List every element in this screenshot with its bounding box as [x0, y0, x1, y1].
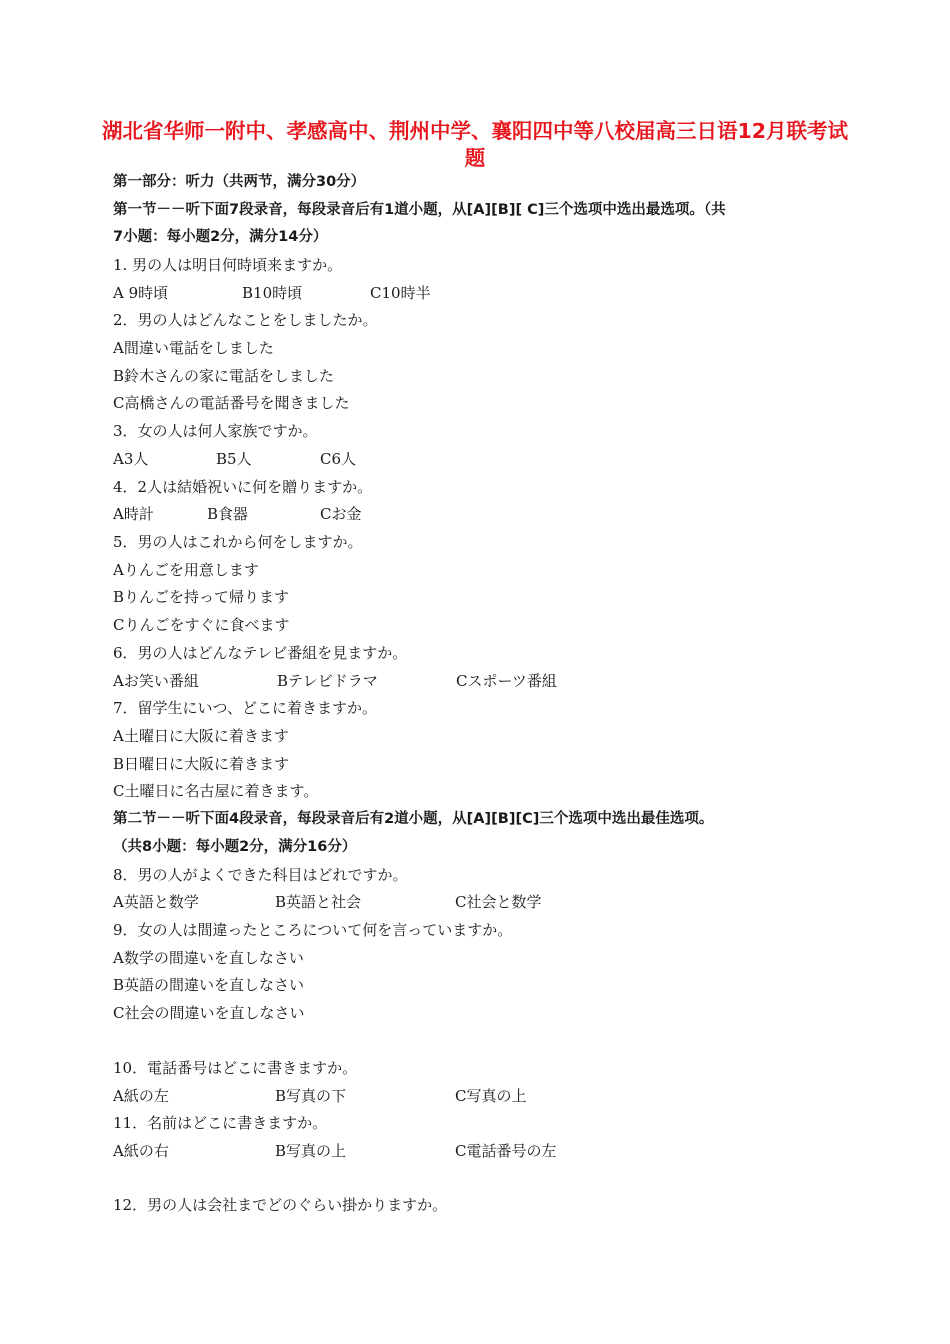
q10-option-a: A紙の左 [113, 1087, 169, 1105]
q7-option-a: A土曜日に大阪に着きます [113, 727, 289, 745]
q6-option-b: Bテレビドラマ [277, 672, 378, 690]
question-5: 5．男の人はこれから何をしますか。 [113, 533, 363, 551]
q3-option-c: C6人 [320, 450, 357, 468]
question-8: 8．男の人がよくできた科目はどれですか。 [113, 866, 408, 884]
q5-option-b: Bりんごを持って帰ります [113, 588, 290, 606]
q8-option-a: A英語と数学 [113, 893, 199, 911]
q1-option-a: A 9時頃 [113, 284, 169, 302]
question-12: 12．男の人は会社までどのぐらい掛かりますか。 [113, 1196, 448, 1214]
q10-option-c: C写真の上 [455, 1087, 527, 1105]
q5-option-a: Aりんごを用意します [113, 561, 259, 579]
q1-option-c: C10時半 [370, 284, 431, 302]
q7-option-c: C土曜日に名古屋に着きます。 [113, 782, 319, 800]
q10-option-b: B写真の下 [275, 1087, 347, 1105]
q5-option-c: Cりんごをすぐに食べます [113, 616, 290, 634]
q11-option-c: C電話番号の左 [455, 1142, 557, 1160]
part1-heading: 第一部分：听力（共两节，满分30分） [113, 174, 366, 190]
section2-heading: 第二节－－听下面4段录音，每段录音后有2道小题，从[A][B][C]三个选项中选出最佳选项。 [113, 811, 714, 827]
q9-option-c: C社会の間違いを直しなさい [113, 1004, 305, 1022]
question-7: 7．留学生にいつ、どこに着きますか。 [113, 699, 377, 717]
q11-option-a: A紙の右 [113, 1142, 169, 1160]
question-10: 10．電話番号はどこに書きますか。 [113, 1059, 358, 1077]
q8-option-c: C社会と数学 [455, 893, 542, 911]
question-4: 4．2人は結婚祝いに何を贈りますか。 [113, 478, 373, 496]
q11-option-b: B写真の上 [275, 1142, 347, 1160]
q2-option-b: B鈴木さんの家に電話をしました [113, 367, 335, 385]
question-9: 9．女の人は間違ったところについて何を言っていますか。 [113, 921, 513, 939]
q7-option-b: B日曜日に大阪に着きます [113, 755, 290, 773]
question-6: 6．男の人はどんなテレビ番組を見ますか。 [113, 644, 408, 662]
q6-option-a: Aお笑い番組 [113, 672, 199, 690]
question-3: 3．女の人は何人家族ですか。 [113, 422, 318, 440]
q9-option-a: A数学の間違いを直しなさい [113, 949, 304, 967]
q4-option-c: Cお金 [320, 505, 362, 523]
q2-option-c: C高橋さんの電話番号を聞きました [113, 394, 350, 412]
question-11: 11．名前はどこに書きますか。 [113, 1114, 328, 1132]
q4-option-b: B食器 [207, 505, 249, 523]
section1-heading-cont: 7小题：每小题2分，满分14分） [113, 229, 328, 245]
document-title: 湖北省华师一附中、孝感高中、荆州中学、襄阳四中等八校届高三日语12月联考试题 [101, 119, 849, 170]
q3-option-b: B5人 [216, 450, 252, 468]
q2-option-a: A間違い電話をしました [113, 339, 274, 357]
q1-option-b: B10時頃 [242, 284, 303, 302]
question-2: 2．男の人はどんなことをしましたか。 [113, 311, 378, 329]
q9-option-b: B英語の間違いを直しなさい [113, 976, 305, 994]
q6-option-c: Cスポーツ番組 [456, 672, 557, 690]
section1-heading: 第一节－－听下面7段录音，每段录音后有1道小题，从[A][B][ C]三个选项中选出最选项。（共 [113, 202, 726, 218]
q4-option-a: A時計 [113, 505, 154, 523]
section2-heading-cont: （共8小题：每小题2分，满分16分） [113, 839, 357, 855]
q3-option-a: A3人 [113, 450, 149, 468]
question-1: 1. 男の人は明日何時頃来ますか。 [113, 256, 343, 274]
q8-option-b: B英語と社会 [275, 893, 362, 911]
